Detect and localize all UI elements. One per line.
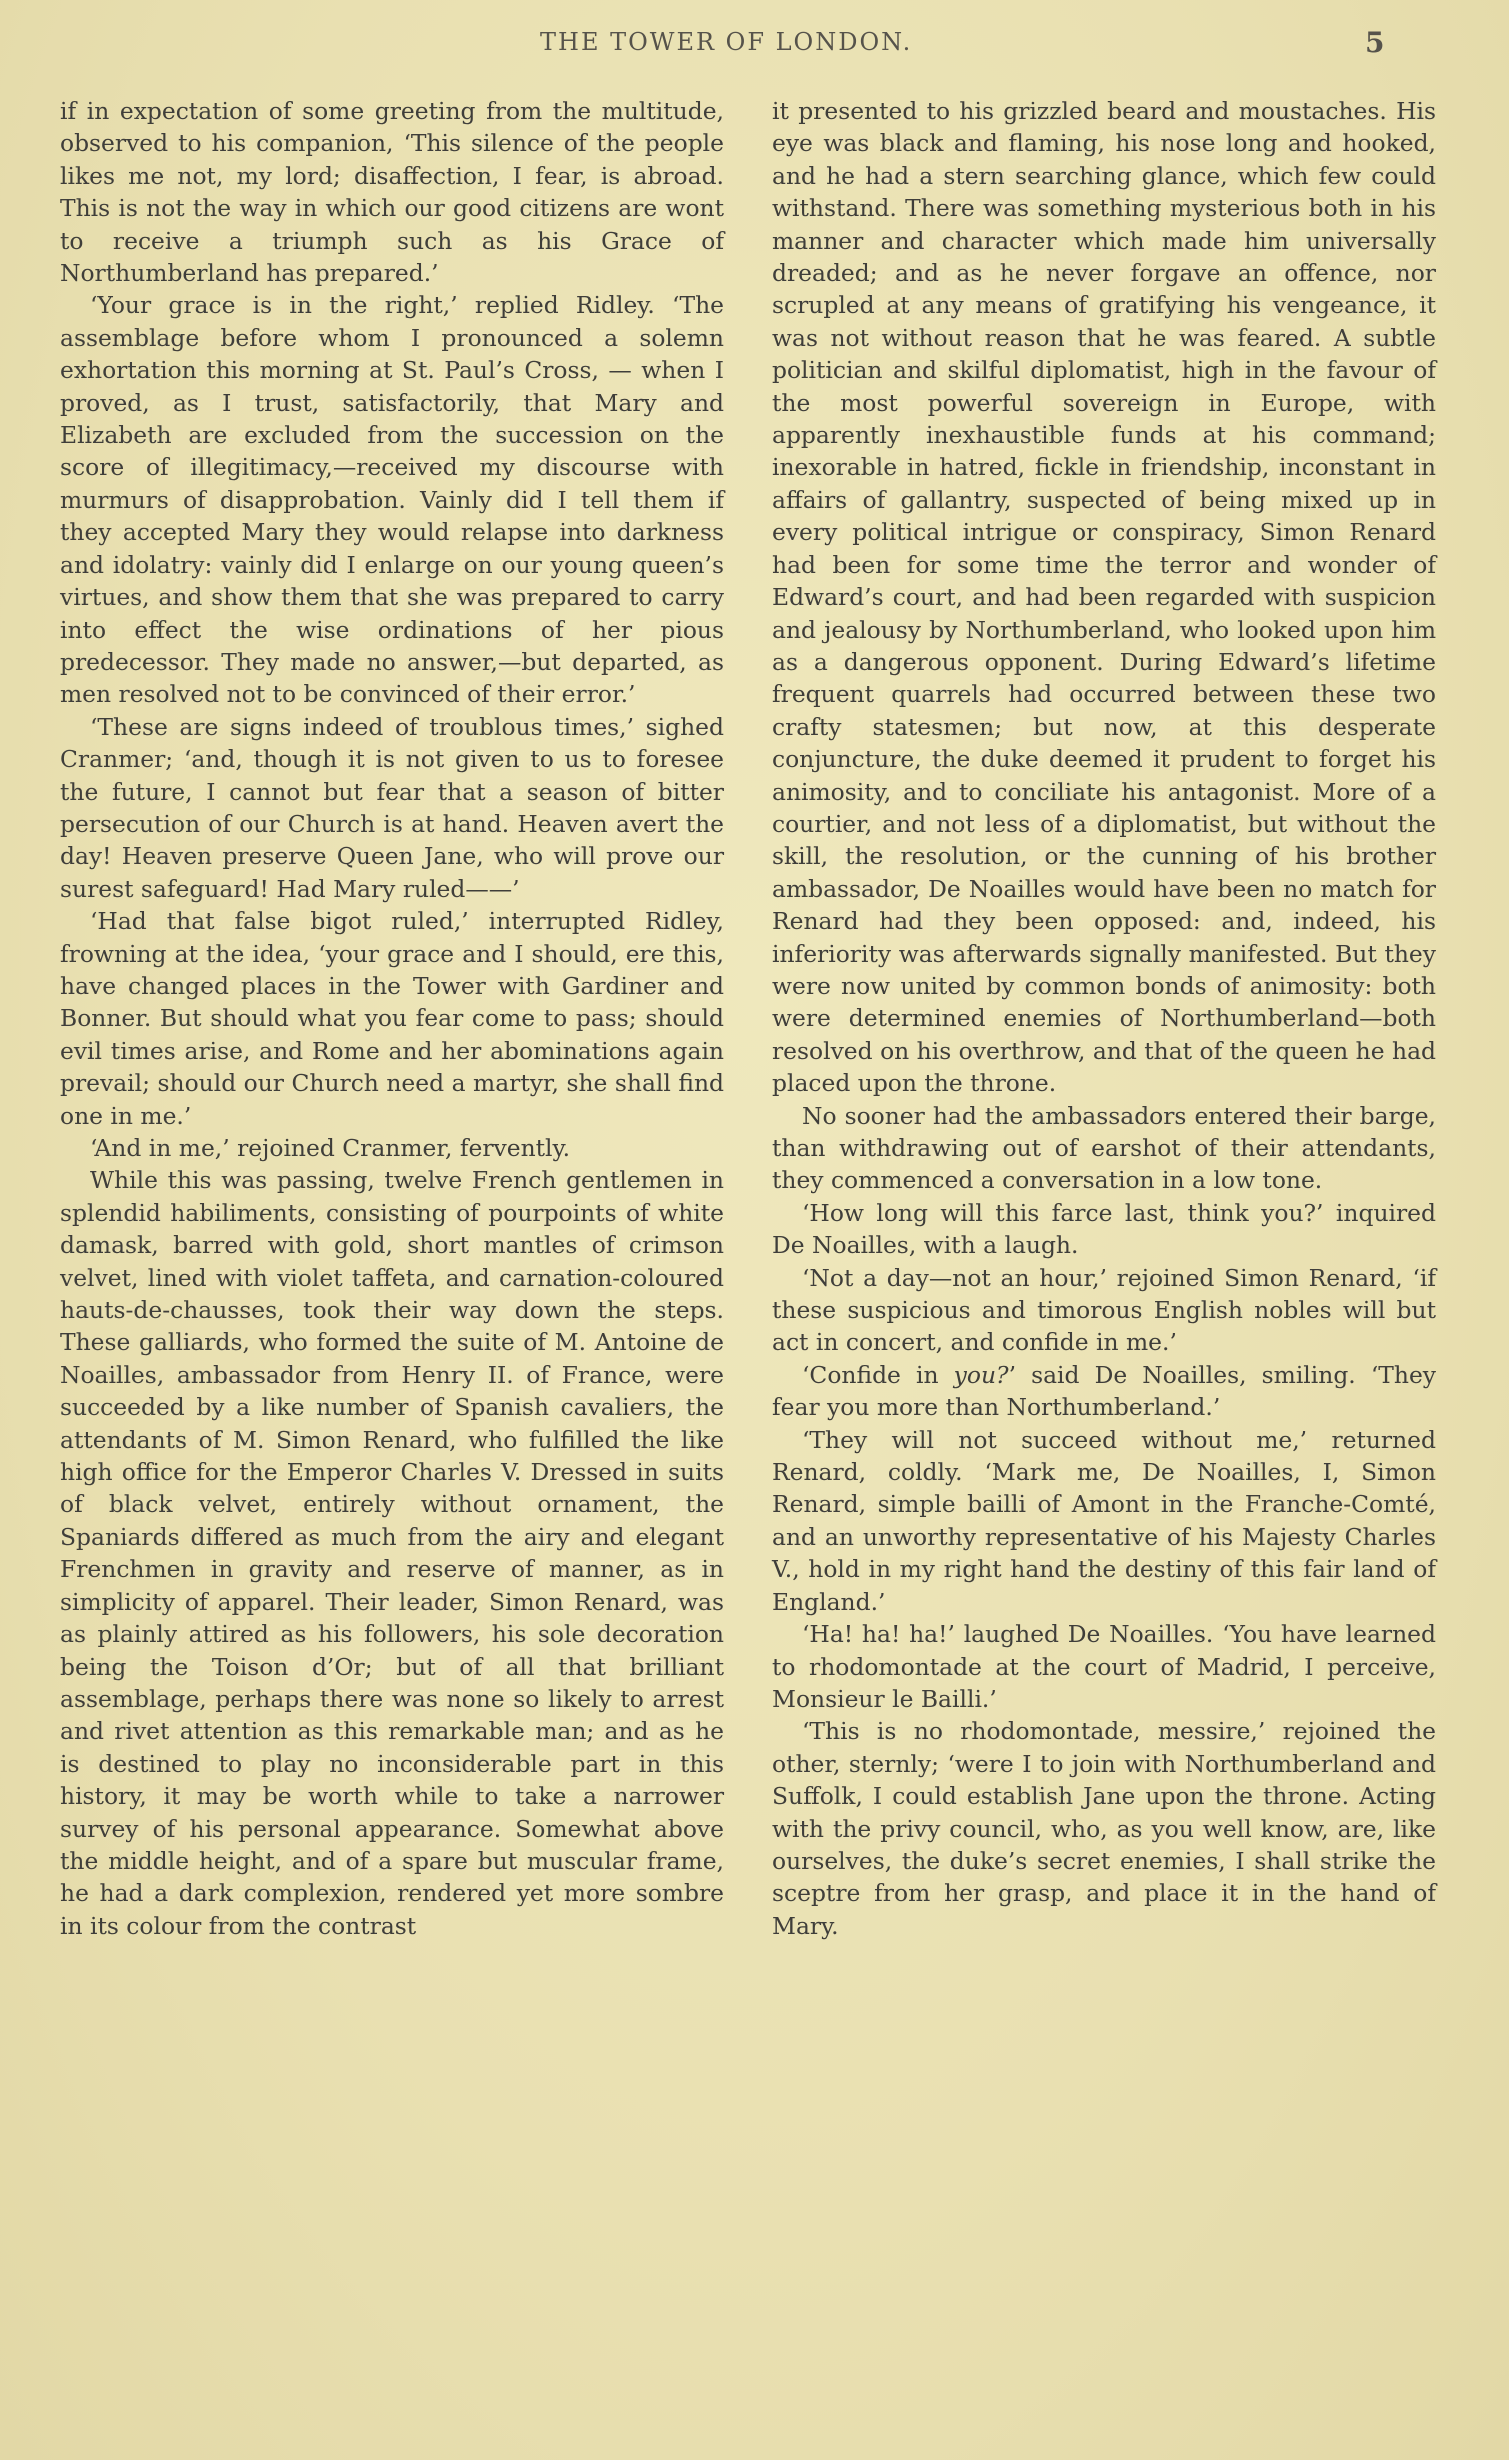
page-number: 5 [1365, 26, 1385, 59]
paragraph: ‘This is no rhodomontade, messire,’ rejoined the other, sternly; ‘were I to join with Northumberland and Suffolk, I could establish Jane upon the throne. Acting with the privy council, who, as you well know, are, like ourselves, the duke’s secret enemies, I shall strike the sceptre from her grasp, and place it in the hand of Mary. [772, 1717, 1436, 1940]
paragraph: No sooner had the ambassadors entered their barge, than withdrawing out of earshot of their attendants, they commenced a conversation in a low tone. [772, 1101, 1436, 1195]
running-title: THE TOWER OF LONDON. [540, 28, 913, 56]
paragraph: ‘How long will this farce last, think you?’ inquired De Noailles, with a laugh. [772, 1198, 1436, 1260]
paragraph: if in expectation of some greeting from the multitude, observed to his companion, ‘This silence of the people likes me not, my lord; disaffection, I fear, is abroad. This is not the way in which our good citizens are wont to receive a triumph such as his Grace of Northumberland has prepared.’ [60, 97, 724, 288]
right-column [772, 95, 1436, 1942]
text-run: ’ said De Noailles, smiling. ‘They fear you more than Northumberland.’ [772, 1360, 1436, 1422]
emphasis-text: you? [953, 1360, 1009, 1389]
paragraph: ‘Had that false bigot ruled,’ interrupted Ridley, frowning at the idea, ‘your grace and I should, ere this, have changed places in the Tower with Gardiner and Bonner. But should what you fear come to pass; should evil times arise, and Rome and her abominations again prevail; should our Church need a martyr, she shall find one in me.’ [60, 907, 724, 1130]
left-column [60, 95, 724, 1942]
running-header [0, 22, 1509, 72]
paragraph: ‘And in me,’ rejoined Cranmer, fervently. [90, 1134, 571, 1162]
paragraph: ‘They will not succeed without me,’ returned Renard, coldly. ‘Mark me, De Noailles, I, Simon Renard, simple bailli of Amont in the Franche-Comté, and an unworthy representative of his Majesty Charles V., hold in my right hand the destiny of this fair land of England.’ [772, 1425, 1436, 1616]
paragraph [772, 1359, 1436, 1424]
paragraph: While this was passing, twelve French gentlemen in splendid habiliments, consisting of pourpoints of white damask, barred with gold, short mantles of crimson velvet, lined with violet taffeta, and carnation-coloured hauts-de-chausses, took their way down the steps. These galliards, who formed the suite of M. Antoine de Noailles, ambassador from Henry II. of France, were succeeded by a like number of Spanish cavaliers, the attendants of M. Simon Renard, who fulfilled the like high office for the Emperor Charles V. Dressed in suits of black velvet, entirely without ornament, the Spaniards differed as much from the airy and elegant Frenchmen in gravity and reserve of manner, as in simplicity of apparel. Their leader, Simon Renard, was as plainly attired as his followers, his sole decoration being the Toison d’Or; but of all that brilliant assemblage, perhaps there was none so likely to arrest and rivet attention as this remarkable man; and as he is destined to play no inconsiderable part in this history, it may be worth while to take a narrower survey of his personal appearance. Somewhat above the middle height, and of a spare but muscular frame, he had a dark complexion, rendered yet more sombre in its colour from the contrast [60, 1166, 724, 1940]
text-run: ‘Confide in [802, 1360, 954, 1389]
paragraph: ‘Not a day—not an hour,’ rejoined Simon Renard, ‘if these suspicious and timorous English nobles will but act in concert, and confide in me.’ [772, 1263, 1436, 1357]
paragraph: ‘These are signs indeed of troublous times,’ sighed Cranmer; ‘and, though it is not given to us to foresee the future, I cannot but fear that a season of bitter persecution of our Church is at hand. Heaven avert the day! Heaven preserve Queen Jane, who will prove our surest safeguard! Had Mary ruled——’ [60, 712, 724, 903]
paragraph: ‘Your grace is in the right,’ replied Ridley. ‘The assemblage before whom I pronounced a solemn exhortation this morning at St. Paul’s Cross, — when I proved, as I trust, satisfactorily, that Mary and Elizabeth are excluded from the succession on the score of illegitimacy,—received my discourse with murmurs of disapprobation. Vainly did I tell them if they accepted Mary they would relapse into darkness and idolatry: vainly did I enlarge on our young queen’s virtues, and show them that she was prepared to carry into effect the wise ordinations of her pious predecessor. They made no answer,—but departed, as men resolved not to be convinced of their error.’ [60, 291, 724, 709]
paragraph: ‘Ha! ha! ha!’ laughed De Noailles. ‘You have learned to rhodomontade at the court of Madrid, I perceive, Monsieur le Bailli.’ [772, 1620, 1436, 1713]
paragraph: it presented to his grizzled beard and moustaches. His eye was black and flaming, his nose long and hooked, and he had a stern searching glance, which few could withstand. There was something mysterious both in his manner and character which made him universally dreaded; and as he never forgave an offence, nor scrupled at any means of gratifying his vengeance, it was not without reason that he was feared. A subtle politician and skilful diplomatist, high in the favour of the most powerful sovereign in Europe, with apparently inexhaustible funds at his command; inexorable in hatred, fickle in friendship, inconstant in affairs of gallantry, suspected of being mixed up in every political intrigue or conspiracy, Simon Renard had been for some time the terror and wonder of Edward’s court, and had been regarded with suspicion and jealousy by Northumberland, who looked upon him as a dangerous opponent. During Edward’s lifetime frequent quarrels had occurred between these two crafty statesmen; but now, at this desperate conjuncture, the duke deemed it prudent to forget his animosity, and to conciliate his antagonist. More of a courtier, and not less of a diplomatist, but without the skill, the resolution, or the cunning of his brother ambassador, De Noailles would have been no match for Renard had they been opposed: and, indeed, his inferiority was afterwards signally manifested. But they were now united by common bonds of animosity: both were determined enemies of Northumberland—both resolved on his overthrow, and that of the queen he had placed upon the throne. [772, 97, 1436, 1098]
